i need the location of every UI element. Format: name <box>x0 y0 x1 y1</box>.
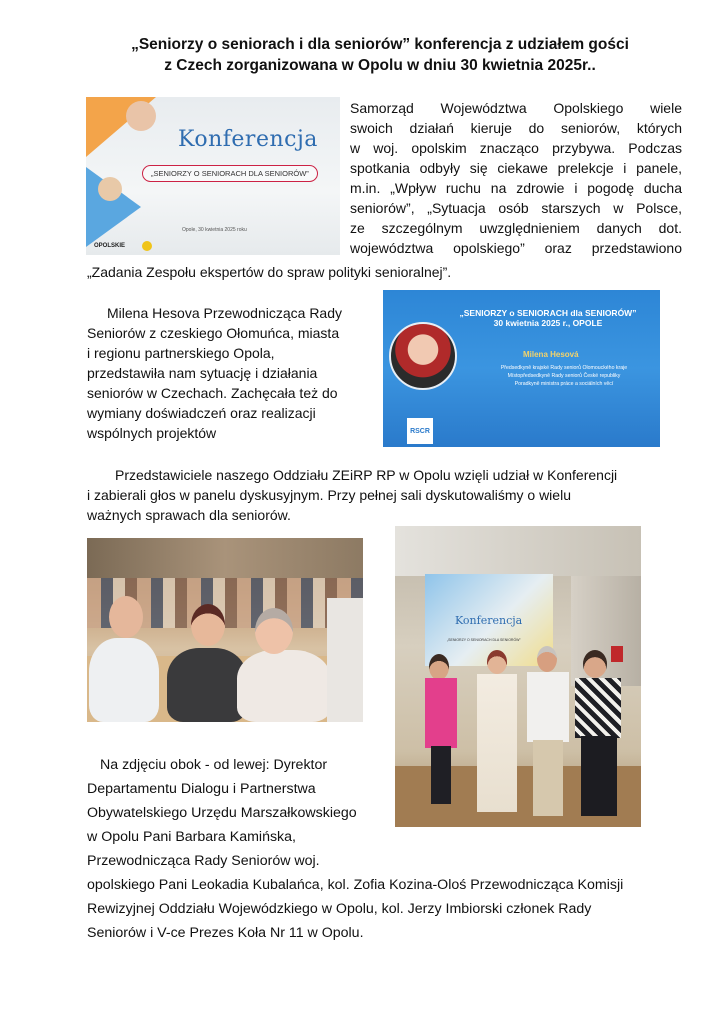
intro-line: seniorów”, „Sytuacja osób starszych w Polsce, <box>350 200 682 216</box>
intro-line: ze szczególnym uwzględnieniem danych dot. <box>350 220 682 236</box>
representatives-line: Przedstawiciele naszego Oddziału ZEiRP RP w Opolu wzięli udział w Konferencji <box>115 467 618 483</box>
milena-line: i regionu partnerskiego Opola, <box>87 345 275 361</box>
caption-line: Departamentu Dialogu i Partnerstwa <box>87 781 316 797</box>
intro-line: spotkania odbyły się ciekawe prelekcje i panele, <box>350 160 682 176</box>
representatives-line: i zabierali głos w panelu dyskusyjnym. Przy pełnej sali dyskutowaliśmy o wielu <box>87 487 571 503</box>
slide-header-line-2: 30 kwietnia 2025 r., OPOLE <box>493 318 603 328</box>
slide-header-line-1: „SENIORZY o SENIORACH dla SENIORÓW” <box>459 308 637 318</box>
milena-line: Milena Hesova Przewodnicząca Rady <box>107 305 342 321</box>
caption-line: w Opolu Pani Barbara Kamińska, <box>87 829 296 845</box>
person-2-head <box>487 650 507 674</box>
caption-line: Seniorów i V-ce Prezes Koła Nr 11 w Opolu. <box>87 925 364 941</box>
woman-light-jacket <box>237 650 331 722</box>
star-icon <box>142 241 152 251</box>
flag-emblem <box>611 646 623 662</box>
intro-line: w woj. opolskim znacząco przybywa. Podczas <box>350 140 682 156</box>
person-4-blouse <box>575 678 621 738</box>
caption-line: opolskiego Pani Leokadia Kubalańca, kol. Zofia Kozina-Oloś Przewodnicząca Komisji <box>87 877 624 893</box>
conference-slide-photo <box>86 97 340 255</box>
speaker-portrait <box>389 322 457 390</box>
screen-subtitle: „SENIORZY O SENIORACH DLA SENIORÓW” <box>447 638 521 642</box>
photo-caption-paragraph <box>87 753 697 945</box>
ceiling <box>395 526 641 576</box>
speaker-role: Poradkyně ministra práce a sociálních věcí <box>514 381 614 387</box>
person-3-head <box>537 646 557 672</box>
speaker-roles <box>479 364 649 388</box>
milena-hesova-slide-photo <box>383 290 660 447</box>
audience-photo <box>87 538 363 722</box>
intro-line: m.in. „Wpływ ruchu na zdrowie i pogodę ducha <box>350 180 682 196</box>
intro-paragraph <box>350 98 682 258</box>
man-white-shirt <box>89 638 159 722</box>
caption-line: Obywatelskiego Urzędu Marszałkowskiego <box>87 805 357 821</box>
woman-head <box>191 604 225 646</box>
article-title <box>80 34 680 76</box>
caption-line: Rewizyjnej Oddziału Wojewódzkiego w Opolu, kol. Jerzy Imbiorski członek Rady <box>87 901 592 917</box>
rscr-logo: RSCR <box>407 418 433 444</box>
woman-dark-blouse <box>167 648 247 722</box>
milena-line: wymiany doświadczeń oraz realizacji <box>87 405 316 421</box>
title-line-1: „Seniorzy o seniorach i dla seniorów” konferencja z udziałem gości <box>131 36 629 53</box>
intro-line: województwa opolskiego” oraz przedstawiono <box>350 240 682 256</box>
edge-person <box>327 598 363 722</box>
milena-line: seniorów w Czechach. Zachęcała też do <box>87 385 338 401</box>
woman-grey-hair-head <box>255 608 293 654</box>
hall-back-rows <box>87 538 363 578</box>
slide-date: Opole, 30 kwietnia 2025 roku <box>182 227 247 233</box>
milena-line: wspólnych projektów <box>87 425 217 441</box>
intro-line: swoich działań kieruje do seniorów, których <box>350 120 682 136</box>
opolskie-logo: OPOLSKIE <box>94 243 126 249</box>
person-3-shirt <box>527 672 569 742</box>
person-1-jacket <box>425 678 457 748</box>
caption-line: Na zdjęciu obok - od lewej: Dyrektor <box>100 757 328 773</box>
speaker-name: Milena Hesová <box>523 350 579 359</box>
representatives-line: ważnych sprawach dla seniorów. <box>87 507 291 523</box>
title-line-2: z Czech zorganizowana w Opolu w dniu 30 kwietnia 2025r.. <box>164 57 596 74</box>
slide-title: Konferencja <box>178 127 318 152</box>
representatives-paragraph <box>87 465 687 525</box>
caption-line: Przewodnicząca Rady Seniorów woj. <box>87 853 320 869</box>
slide-subtitle: „SENIORZY O SENIORACH DLA SENIORÓW” <box>142 165 318 182</box>
slide-portrait <box>126 101 156 131</box>
milena-line: przedstawiła nam sytuację i działania <box>87 365 318 381</box>
slide-portrait-2 <box>98 177 122 201</box>
intro-line: Samorząd Województwa Opolskiego wiele <box>350 100 682 116</box>
slide-header <box>443 308 653 328</box>
person-1-head <box>429 654 449 680</box>
milena-paragraph <box>87 303 377 443</box>
intro-last-line: „Zadania Zespołu ekspertów do spraw polityki senioralnej”. <box>87 264 452 280</box>
man-head <box>109 596 143 638</box>
person-4-head <box>583 650 607 678</box>
speaker-role: Předsedkyně krajské Rady seniorů Olomouckého kraje <box>500 365 628 371</box>
speaker-role: Místopředsedkyně Rady seniorů České republiky <box>507 373 621 379</box>
milena-line: Seniorów z czeskiego Ołomuńca, miasta <box>87 325 340 341</box>
screen-title: Konferencja <box>455 614 523 627</box>
